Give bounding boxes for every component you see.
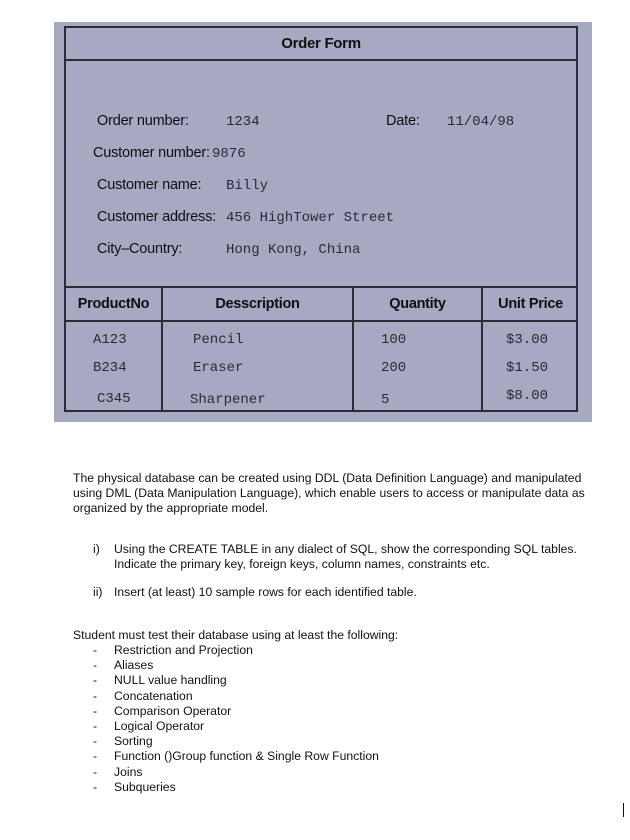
list-item-label: Restriction and Projection: [114, 643, 253, 657]
task-number: i): [93, 542, 100, 556]
cell-description: Pencil: [193, 332, 244, 348]
list-item-label: Sorting: [114, 734, 153, 749]
bullet-dash: -: [93, 749, 98, 764]
table-header-divider: [66, 320, 576, 322]
cell-quantity: 200: [381, 360, 407, 376]
cell-unit-price: $8.00: [506, 388, 549, 404]
list-item-label: Concatenation: [114, 688, 193, 703]
cell-unit-price: $3.00: [506, 332, 549, 348]
customer-number-value: 9876: [212, 146, 246, 162]
date-label: Date:: [386, 113, 420, 129]
customer-address-label: Customer address:: [97, 209, 217, 225]
bullet-dash: -: [93, 764, 98, 779]
task-item: [93, 542, 593, 572]
cell-product-no: A123: [93, 332, 127, 348]
bullet-dash: -: [93, 688, 98, 703]
order-items-table: [66, 286, 576, 410]
bullet-dash: -: [93, 673, 98, 688]
customer-address-value: 456 HighTower Street: [226, 210, 395, 226]
task-text: Using the CREATE TABLE in any dialect of SQL, show the corresponding SQL tables. Indicate the primary key, foreign keys, column names, constraints etc.: [114, 542, 577, 571]
date-value: 11/04/98: [447, 114, 515, 130]
city-country-value: Hong Kong, China: [226, 242, 361, 258]
task-number: ii): [93, 585, 103, 599]
bullet-dash: -: [93, 718, 98, 733]
list-item-label: Subqueries: [114, 779, 176, 794]
bullet-dash: -: [93, 703, 98, 718]
cell-description: Sharpener: [190, 392, 266, 408]
order-number-label: Order number:: [97, 113, 189, 129]
task-text: Insert (at least) 10 sample rows for each identified table.: [114, 585, 417, 599]
header-product-no: ProductNo: [77, 296, 150, 312]
text-cursor: [623, 803, 624, 817]
list-item-label: Aliases: [114, 658, 154, 673]
cell-quantity: 5: [381, 392, 390, 408]
city-country-label: City–Country:: [97, 241, 183, 257]
bullet-dash: -: [93, 779, 98, 794]
header-description: Desscription: [215, 296, 300, 312]
customer-name-label: Customer name:: [97, 177, 202, 193]
customer-name-value: Billy: [226, 178, 269, 194]
cell-unit-price: $1.50: [506, 360, 549, 376]
list-item-label: Function ()Group function & Single Row Function: [114, 749, 379, 764]
list-item-label: Logical Operator: [114, 718, 205, 733]
list-item-label: Comparison Operator: [114, 703, 232, 718]
header-unit-price: Unit Price: [498, 296, 563, 312]
list-item-label: NULL value handling: [114, 673, 227, 688]
order-number-value: 1234: [226, 114, 260, 130]
cell-quantity: 100: [381, 332, 407, 348]
bullet-dash: -: [93, 643, 98, 657]
header-quantity: Quantity: [389, 296, 446, 312]
bullet-dash: -: [93, 658, 98, 673]
customer-number-label: Customer number:: [93, 145, 210, 161]
order-form-image: [54, 22, 592, 422]
cell-product-no: B234: [93, 360, 127, 376]
list-item-label: Joins: [114, 764, 143, 779]
bullet-dash: -: [93, 734, 98, 749]
intro-paragraph: The physical database can be created using DDL (Data Definition Language) and manipulated using DML (Data Manipulation Language), which enable users to access or manipulate data as organized by the appropriate model.: [73, 471, 585, 515]
task-item: [93, 585, 593, 600]
order-form-title: Order Form: [66, 28, 576, 61]
cell-product-no: C345: [97, 391, 131, 407]
order-form-frame: [64, 26, 578, 412]
cell-description: Eraser: [193, 360, 244, 376]
test-list-intro: Student must test their database using at least the following:: [73, 628, 399, 642]
